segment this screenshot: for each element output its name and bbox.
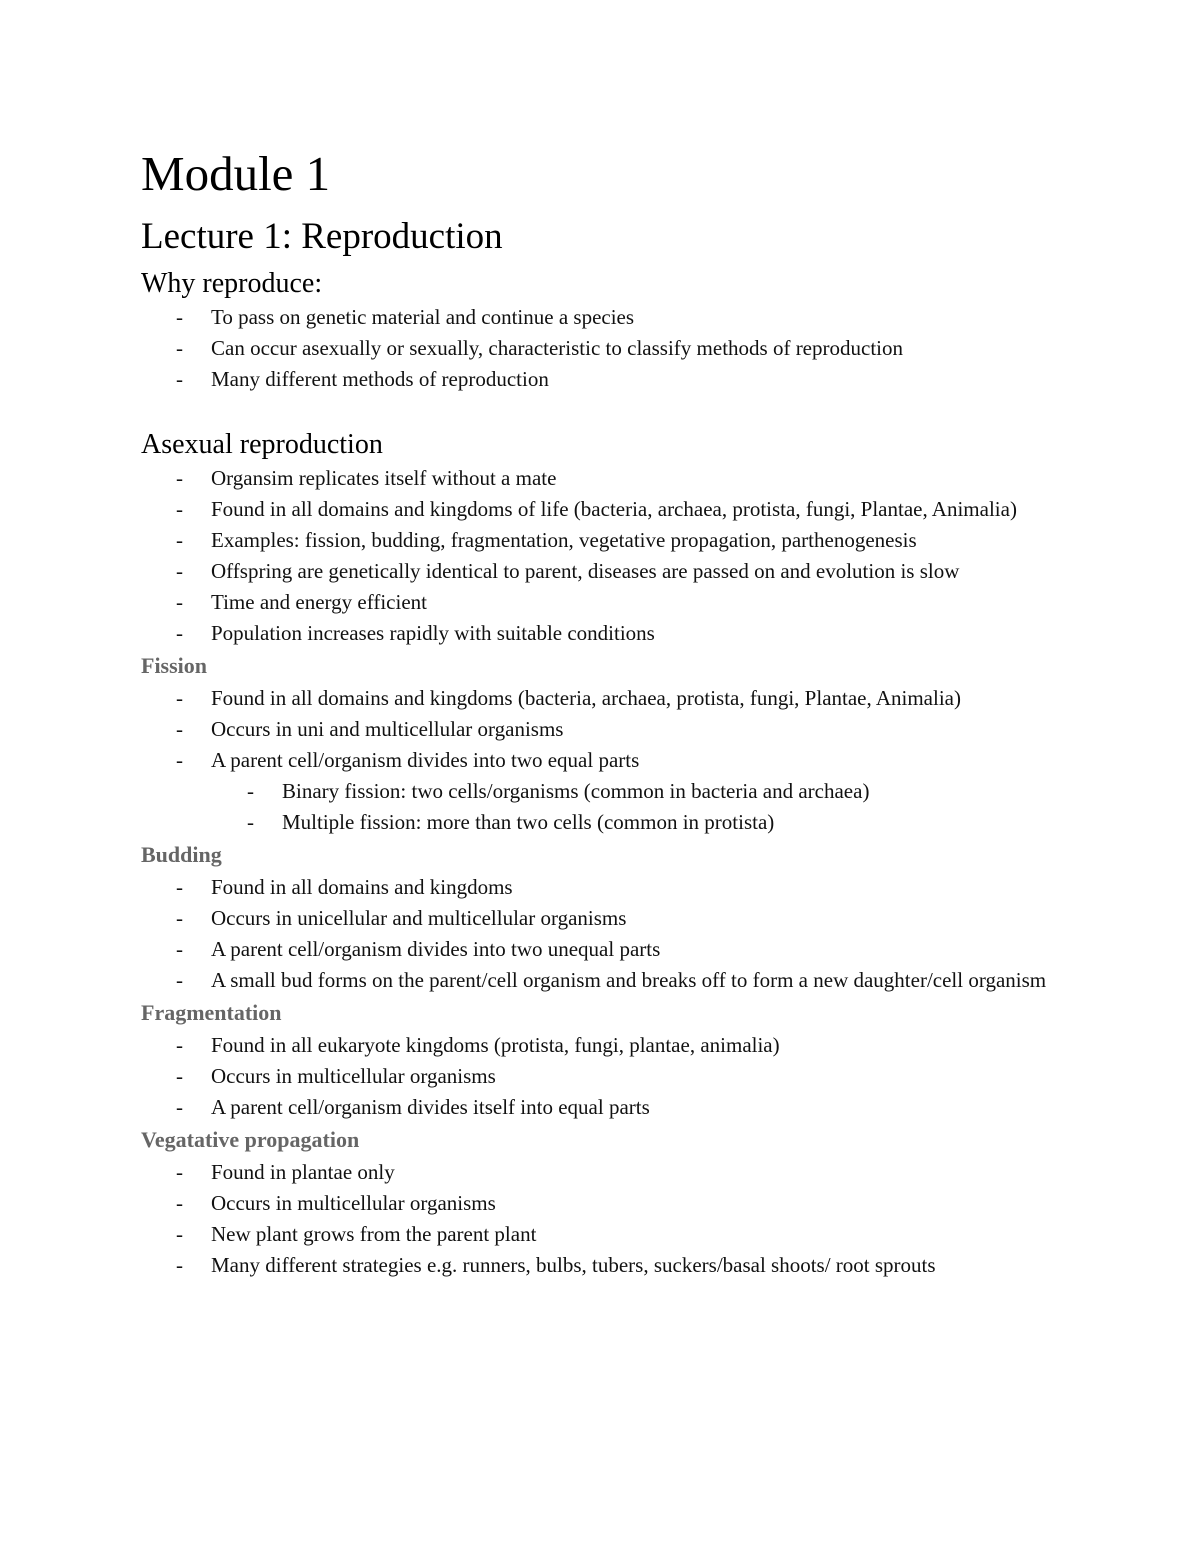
document-page [141, 140, 1071, 1281]
lecture-title: Lecture 1: Reproduction [141, 216, 503, 257]
list-item: - Offspring are genetically identical to parent, diseases are passed on and evolution is slow [141, 556, 1071, 587]
list-item: - A parent cell/organism divides into two equal parts [141, 745, 1071, 776]
list-item: - Population increases rapidly with suitable conditions [141, 618, 1071, 649]
fission-heading: Fission [141, 653, 208, 678]
list-item: - New plant grows from the parent plant [141, 1219, 1071, 1250]
budding-list [141, 872, 1071, 996]
fission-sub-list [141, 776, 1071, 838]
list-item: - Found in all domains and kingdoms (bacteria, archaea, protista, fungi, Plantae, Animalia) [141, 683, 1071, 714]
why-reproduce-list [141, 302, 1071, 395]
asexual-reproduction-list [141, 463, 1071, 649]
list-item: - Found in plantae only [141, 1157, 1071, 1188]
list-item: - Found in all eukaryote kingdoms (protista, fungi, plantae, animalia) [141, 1030, 1071, 1061]
list-item: - A parent cell/organism divides itself into equal parts [141, 1092, 1071, 1123]
asexual-reproduction-heading: Asexual reproduction [141, 429, 383, 460]
list-item: - Found in all domains and kingdoms [141, 872, 1071, 903]
list-item: - Occurs in multicellular organisms [141, 1061, 1071, 1092]
fragmentation-list [141, 1030, 1071, 1123]
list-item: - A small bud forms on the parent/cell organism and breaks off to form a new daughter/cell organism [141, 965, 1071, 996]
list-item: - To pass on genetic material and continue a species [141, 302, 1071, 333]
module-title: Module 1 [141, 146, 331, 201]
list-item: - Occurs in multicellular organisms [141, 1188, 1071, 1219]
list-item: - Found in all domains and kingdoms of life (bacteria, archaea, protista, fungi, Plantae, Animalia) [141, 494, 1071, 525]
list-item: - Many different strategies e.g. runners, bulbs, tubers, suckers/basal shoots/ root sprouts [141, 1250, 1071, 1281]
fission-list [141, 683, 1071, 776]
list-item: - Occurs in unicellular and multicellular organisms [141, 903, 1071, 934]
list-item: - Organsim replicates itself without a mate [141, 463, 1071, 494]
sub-list-item: - Binary fission: two cells/organisms (common in bacteria and archaea) [141, 776, 1071, 807]
sub-list-item: - Multiple fission: more than two cells (common in protista) [141, 807, 1071, 838]
why-reproduce-heading: Why reproduce: [141, 268, 323, 299]
list-item: - Examples: fission, budding, fragmentation, vegetative propagation, parthenogenesis [141, 525, 1071, 556]
list-item: - Can occur asexually or sexually, characteristic to classify methods of reproduction [141, 333, 1071, 364]
budding-heading: Budding [141, 842, 222, 867]
fragmentation-heading: Fragmentation [141, 1000, 282, 1025]
list-item: - Time and energy efficient [141, 587, 1071, 618]
list-item: - Occurs in uni and multicellular organisms [141, 714, 1071, 745]
vegetative-propagation-heading: Vegatative propagation [141, 1127, 360, 1152]
list-item: - Many different methods of reproduction [141, 364, 1071, 395]
vegetative-propagation-list [141, 1157, 1071, 1281]
list-item: - A parent cell/organism divides into two unequal parts [141, 934, 1071, 965]
